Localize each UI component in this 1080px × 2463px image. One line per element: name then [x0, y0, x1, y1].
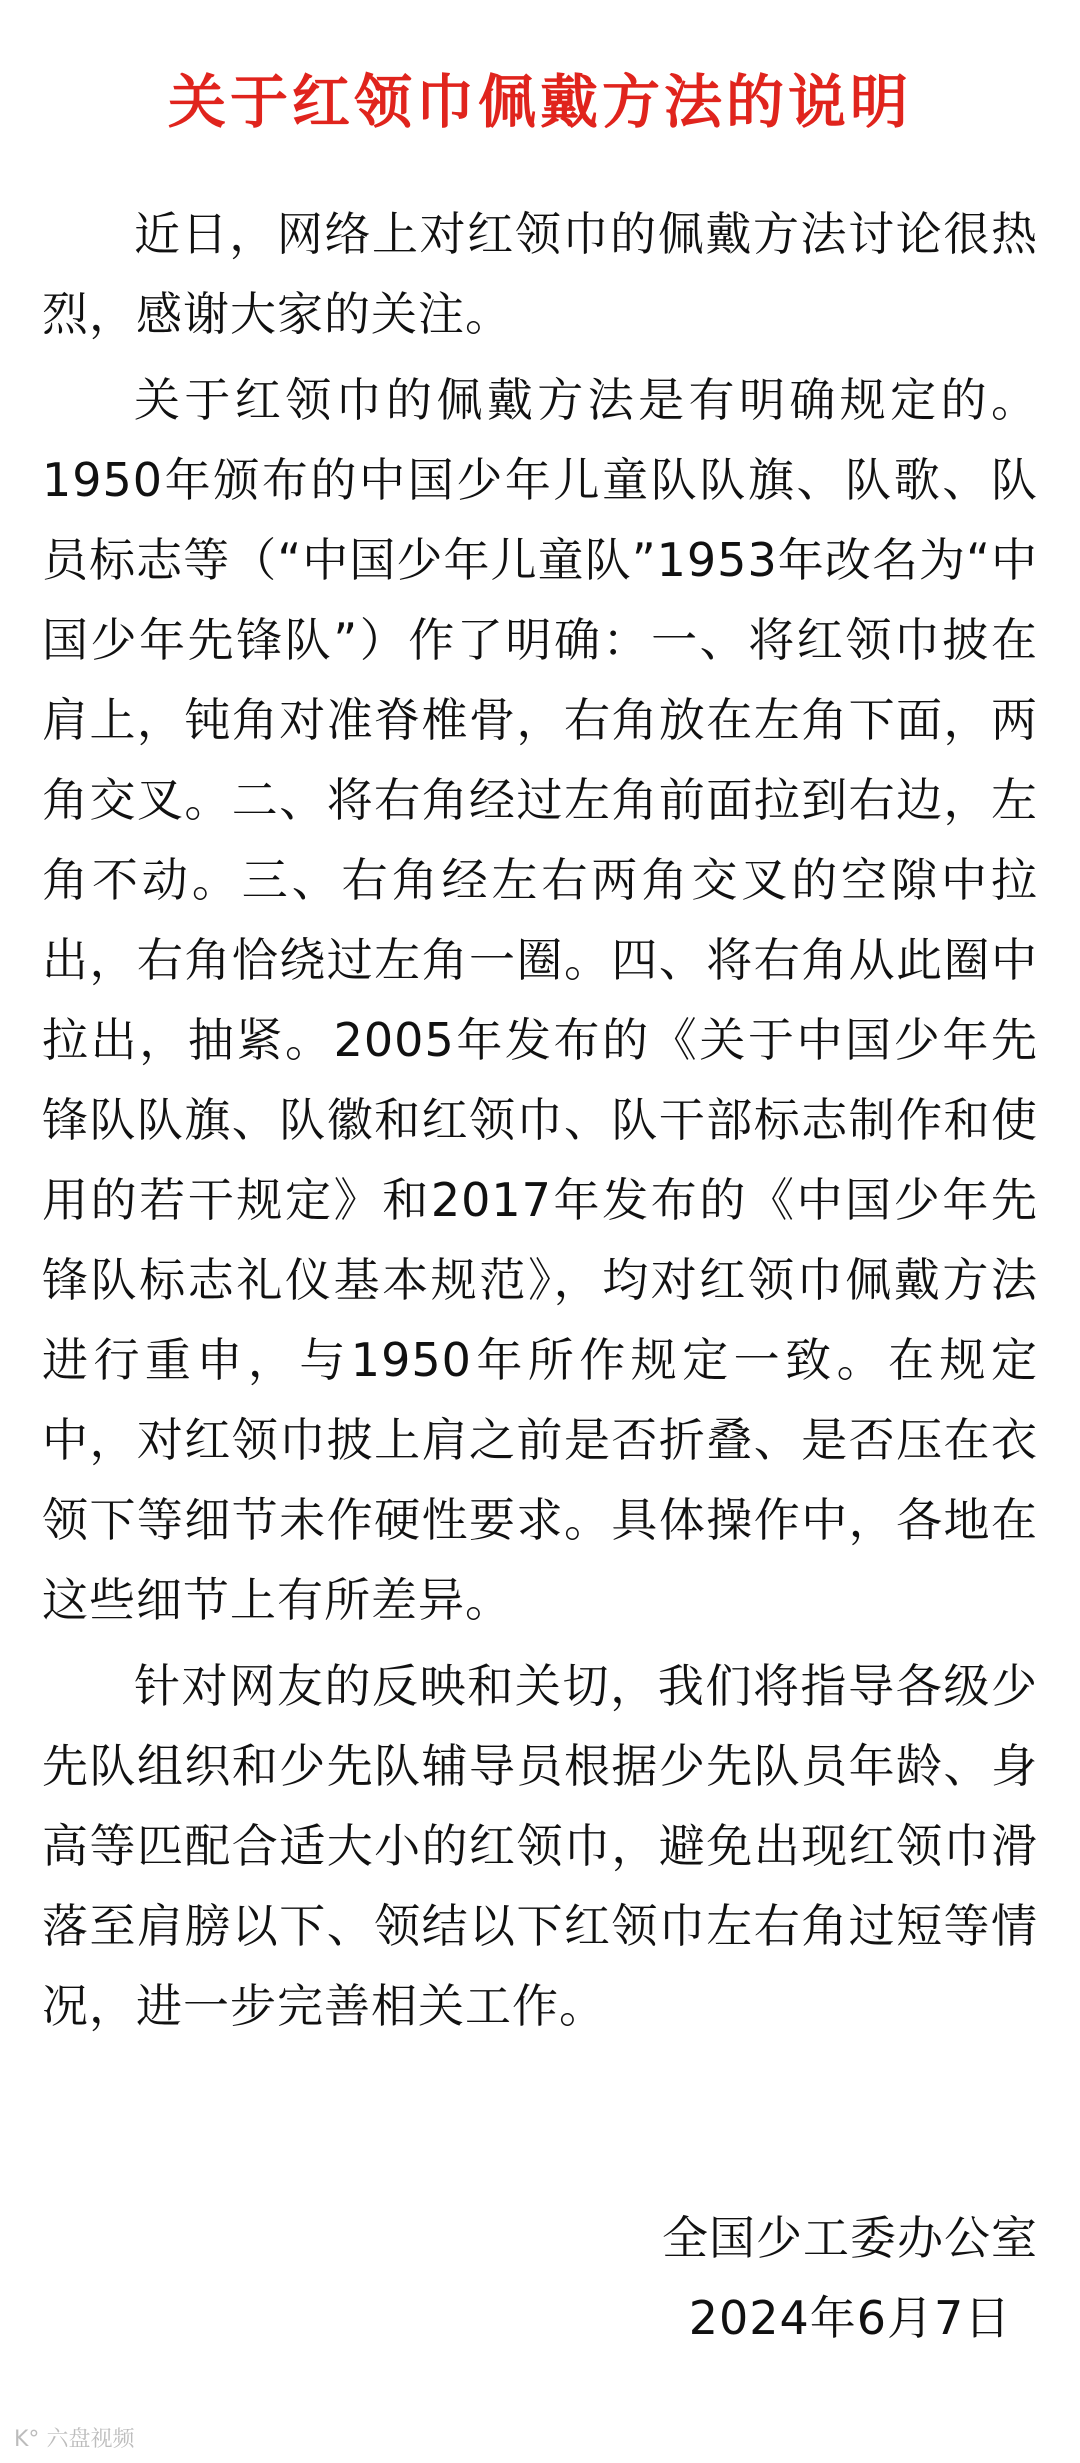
paragraph-2: 关于红领巾的佩戴方法是有明确规定的。1950年颁布的中国少年儿童队队旗、队歌、队员标志等（“中国少年儿童队”1953年改名为“中国少年先锋队”）作了明确：一、将红领巾披在肩上，钝角对准脊椎骨，右角放在左角下面，两角交叉。二、将右角经过左角前面拉到右边，左角不动。三、右角经左右两角交叉的空隙中拉出，右角恰绕过左角一圈。四、将右角从此圈中拉出，抽紧。2005年发布的《关于中国少年先锋队队旗、队徽和红领巾、队干部标志制作和使用的若干规定》和2017年发布的《中国少年先锋队标志礼仪基本规范》，均对红领巾佩戴方法进行重申，与1950年所作规定一致。在规定中，对红领巾披上肩之前是否折叠、是否压在衣领下等细节未作硬性要求。具体操作中，各地在这些细节上有所差异。	[42, 373, 1038, 1627]
signature-org: 全国少工委办公室	[662, 2211, 1038, 2265]
document-title: 关于红领巾佩戴方法的说明	[167, 68, 912, 136]
watermark-text: 六盘视频	[46, 2427, 135, 2452]
signature-date: 2024年6月7日	[688, 2291, 1012, 2345]
signature-block	[662, 2198, 1038, 2358]
paragraph-1: 近日，网络上对红领巾的佩戴方法讨论很热烈，感谢大家的关注。	[42, 207, 1038, 341]
paragraph-3: 针对网友的反映和关切，我们将指导各级少先队组织和少先队辅导员根据少先队员年龄、身高等匹配合适大小的红领巾，避免出现红领巾滑落至肩膀以下、领结以下红领巾左右角过短等情况，进一步完善相关工作。	[42, 1659, 1038, 2033]
watermark-logo-icon: K°	[14, 2427, 40, 2452]
document-body	[42, 194, 1038, 2046]
watermark	[14, 2422, 134, 2453]
